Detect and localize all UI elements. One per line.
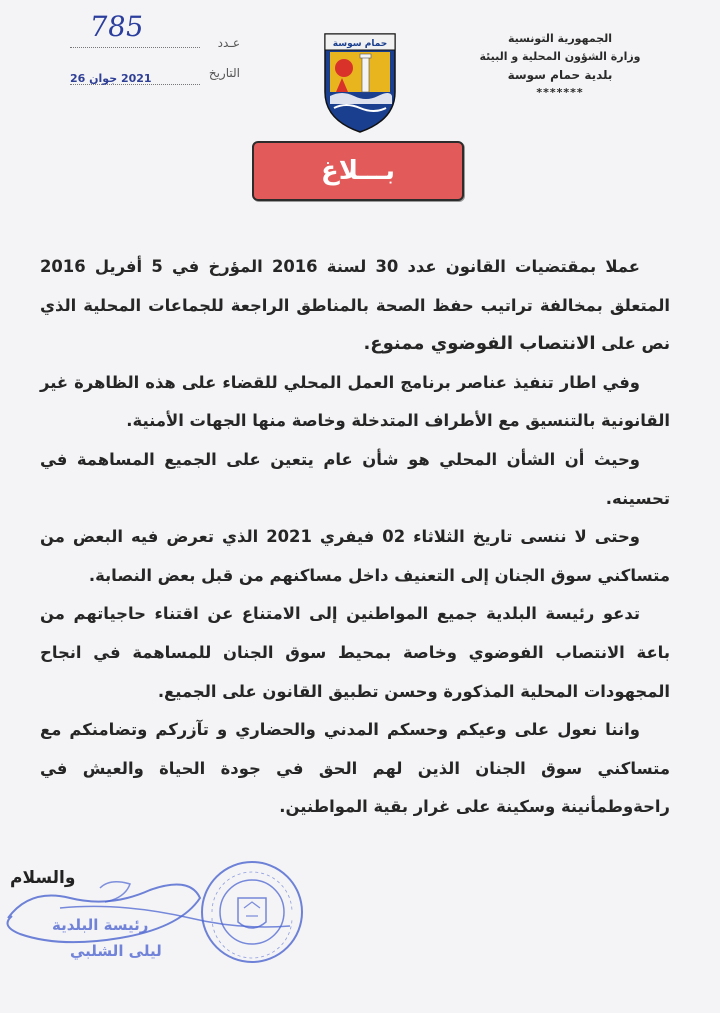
municipality-line: بلدية حمام سوسة [507,68,613,82]
issuer-header [460,30,660,102]
notice-title: بـــلاغ [321,156,395,186]
reference-number: 785 [87,10,146,43]
official-seal-icon [198,858,306,966]
date-label: التاريخ [208,66,240,80]
paragraph-1-emphasis: الانتصاب الفوضوي ممنوع. [363,333,596,355]
republic-line: الجمهورية التونسية [507,32,613,45]
paragraph-6: واننا نعول على وعيكم وحسكم المدني والحضاري و تآزركم وتضامنكم مع متساكني سوق الجنان الذين لهم الحق في جودة الحياة والعيش في راحةوطمأنينة وسكينة على غرار بقية المواطنين. [40,720,670,817]
signatory-name: ليلى الشلبي [70,942,162,960]
municipality-emblem-icon [322,30,398,134]
number-label: عـدد [217,36,240,50]
number-dotted-line [70,47,200,48]
reference-block [60,10,250,90]
paragraph-4: وحتى لا ننسى تاريخ الثلاثاء 02 فيفري 2021 الذي تعرض فيه البعض من متساكني سوق الجنان إلى التعنيف داخل مساكنهم من قبل بعض النصابة. [40,527,670,585]
notice-title-box [252,141,464,201]
header-stars: ******* [536,86,584,99]
signatory-title: رئيسة البلدية [52,916,149,934]
paragraph-2: وفي اطار تنفيذ عناصر برنامج العمل المحلي للقضاء على هذه الظاهرة غير القانونية بالتنسيق مع الأطراف المتدخلة وخاصة منها الجهات الأمنية. [40,372,670,431]
date-stamp: 2021 جوان 26 [70,72,152,85]
paragraph-3: وحيث أن الشأن المحلي هو شأن عام يتعين على الجميع المساهمة في تحسينه. [40,449,670,508]
notice-body [40,248,670,827]
ministry-line: وزارة الشؤون المحلية و البيئة [479,50,641,63]
paragraph-5: تدعو رئيسة البلدية جميع المواطنين إلى الامتناع عن اقتناء حاجياتهم من باعة الانتصاب الفوضوي وخاصة بمحيط سوق الجنان للمساهمة في انجاح المجهودات المحلية المذكورة وحسن تطبيق القانون على الجميع. [40,604,670,701]
closing-salutation: والسلام [10,868,76,888]
paragraph-1 [40,248,670,364]
emblem-label: حمام سوسة [332,39,388,49]
paragraph-1-text: عملا بمقتضيات القانون عدد 30 لسنة 2016 المؤرخ في 5 أفريل 2016 المتعلق بمخالفة تراتيب حفظ الصحة بالمناطق الراجعة للجماعات المحلية الذي نص على [40,257,670,354]
